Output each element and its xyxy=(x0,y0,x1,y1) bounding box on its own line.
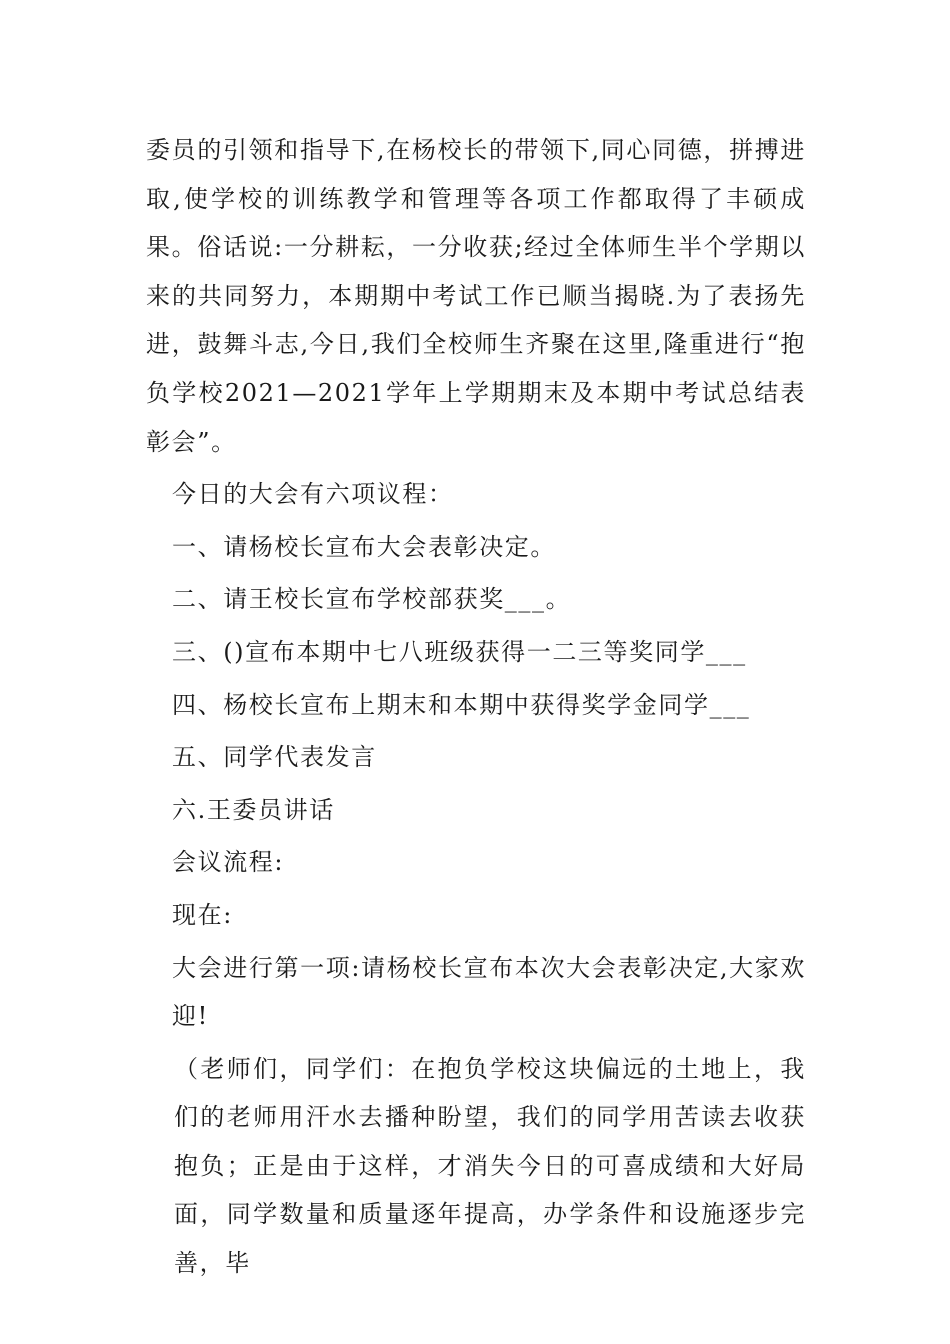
paragraph-first-item: 大会进行第一项:请杨校长宣布本次大会表彰决定,大家欢迎! xyxy=(172,953,806,1031)
agenda-item-4: 四、杨校长宣布上期末和本期中获得奖学金同学___ xyxy=(172,690,751,719)
paragraph-agenda-intro: 今日的大会有六项议程： xyxy=(172,480,454,509)
agenda-item-3: 三、()宣布本期中七八班级获得一二三等奖同学___ xyxy=(172,637,747,666)
document-body xyxy=(146,126,806,1288)
agenda-item-6: 六.王委员讲话 xyxy=(172,795,335,824)
agenda-item-1: 一、请杨校长宣布大会表彰决定。 xyxy=(172,532,556,561)
paragraph-speech: （老师们，同学们：在抱负学校这块偏远的土地上，我们的老师用汗水去播种盼望，我们的同学用苦读去收获抱负；正是由于这样，才消失今日的可喜成绩和大好局面，同学数量和质量逐年提高，办学条件和设施逐步完善，毕 xyxy=(174,1054,806,1278)
agenda-item-5: 五、同学代表发言 xyxy=(172,743,377,772)
paragraph-process-heading: 会议流程: xyxy=(172,848,285,877)
agenda-item-2: 二、请王校长宣布学校部获奖___。 xyxy=(172,585,572,614)
paragraph-opening: 委员的引领和指导下,在杨校长的带领下,同心同德，拼搏进取,使学校的训练教学和管理等各项工作都取得了丰硕成果。俗话说:一分耕耘，一分收获;经过全体师生半个学期以来的共同努力，本期期中考试工作已顺当揭晓.为了表扬先进，鼓舞斗志,今日,我们全校师生齐聚在这里,隆重进行“抱负学校2021—2021学年上学期期末及本期中考试总结表彰会”。 xyxy=(146,136,806,456)
paragraph-now: 现在: xyxy=(172,900,233,929)
